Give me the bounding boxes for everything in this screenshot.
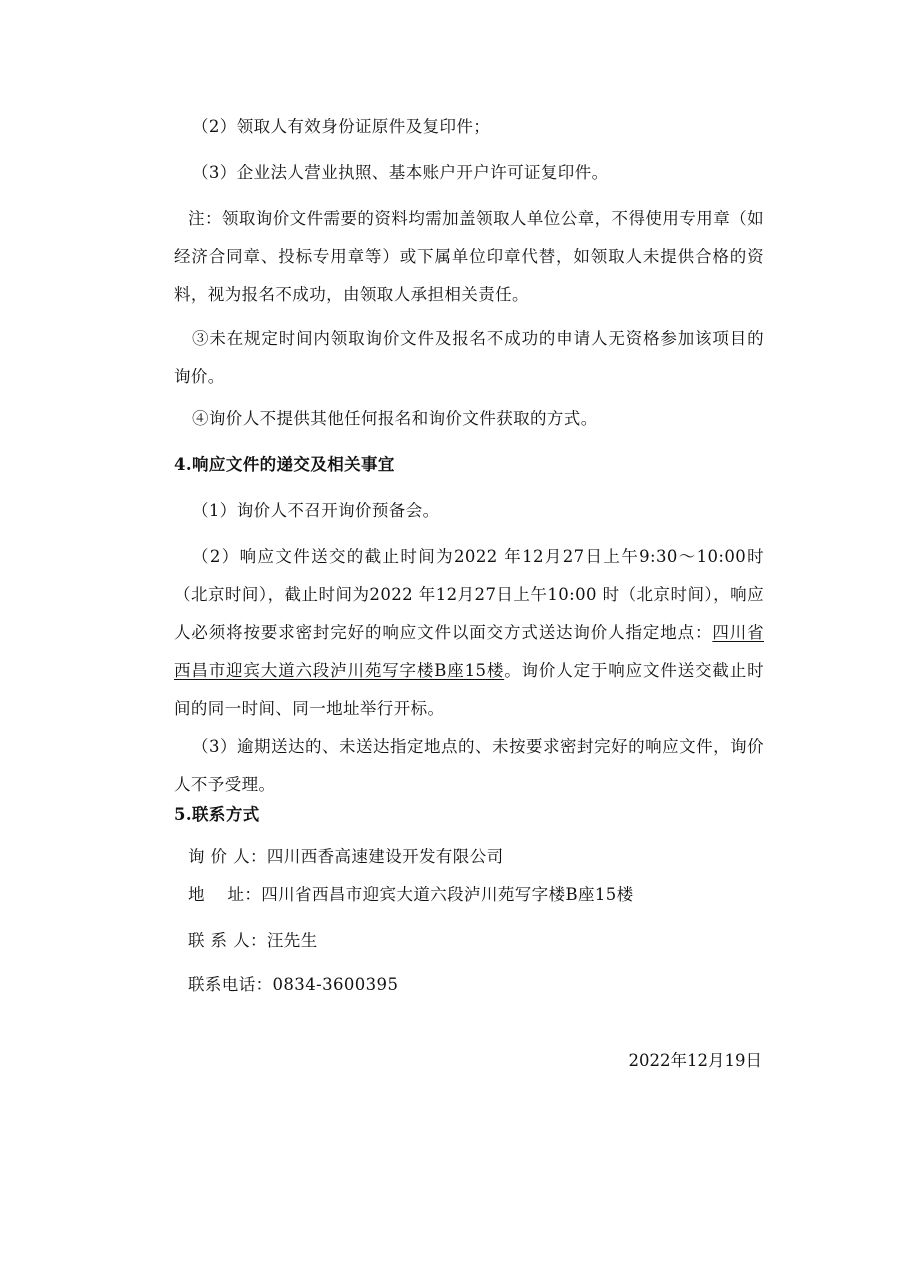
delivery-location: 四川省西昌市迎宾大道六段泸川苑写字楼B座15楼 xyxy=(174,623,764,680)
note-paragraph: 注：领取询价文件需要的资料均需加盖领取人单位公章，不得使用专用章（如经济合同章、投标专用章等）或下属单位印章代替，如领取人未提供合格的资料，视为报名不成功，由领取人承担相关责任。 xyxy=(174,209,764,304)
item-2-paragraph: （2）领取人有效身份证原件及复印件； xyxy=(192,117,491,136)
contact-address: 地 址：四川省西昌市迎宾大道六段泸川苑写字楼B座15楼 xyxy=(188,885,634,904)
contact-person: 联 系 人：汪先生 xyxy=(188,931,318,950)
section-5-heading: 5.联系方式 xyxy=(174,805,260,824)
section-4-item-3: （3）逾期送达的、未送达指定地点的、未按要求密封完好的响应文件，询价人不予受理。 xyxy=(174,737,764,794)
section-4-item-2 xyxy=(174,538,764,728)
section-4-item-1: （1）询价人不召开询价预备会。 xyxy=(192,501,440,520)
item-2-text-pre: （2）响应文件送交的截止时间为2022 年12月27日上午9:30～10:00时（北京时间），截止时间为2022 年12月27日上午10:00 时（北京时间），响应人必须将按要求密封完好的响应文件以面交方式送达询价人指定地点： xyxy=(174,547,764,642)
point-4-paragraph: ④询价人不提供其他任何报名和询价文件获取的方式。 xyxy=(192,409,598,428)
item-3-paragraph: （3）企业法人营业执照、基本账户开户许可证复印件。 xyxy=(192,163,609,182)
item-2-text-post: 。询价人定于响应文件送交截止时间的同一时间、同一地址举行开标。 xyxy=(174,661,764,718)
document-date: 2022年12月19日 xyxy=(628,1051,762,1070)
point-3-paragraph: ③未在规定时间内领取询价文件及报名不成功的申请人无资格参加该项目的询价。 xyxy=(174,329,764,386)
section-4-heading: 4.响应文件的递交及相关事宜 xyxy=(174,455,395,474)
contact-phone: 联系电话：0834-3600395 xyxy=(188,975,399,994)
contact-inquirer: 询 价 人：四川西香高速建设开发有限公司 xyxy=(188,847,504,866)
